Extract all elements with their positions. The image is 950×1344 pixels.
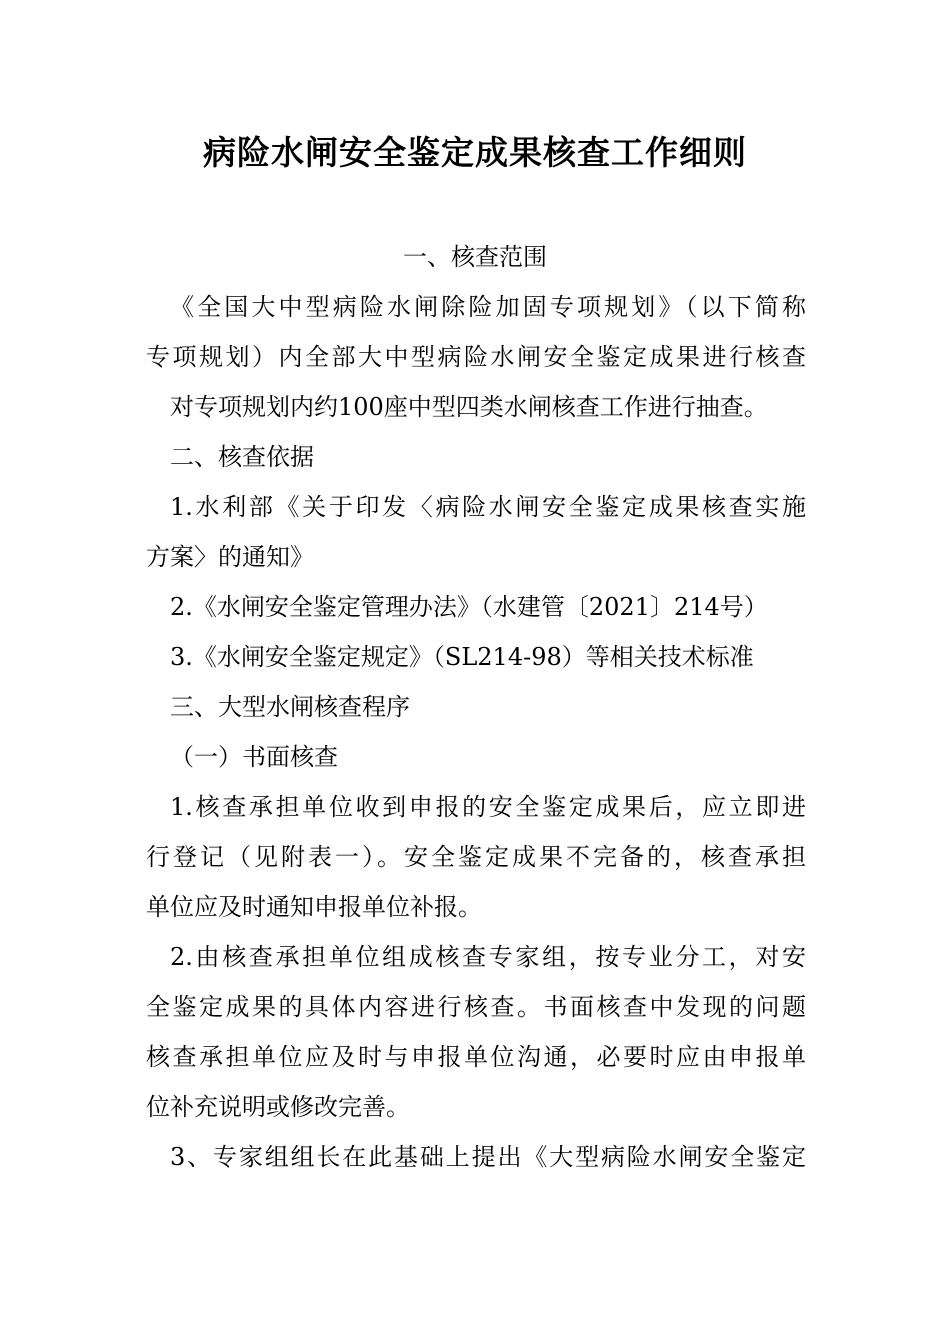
paragraph-line: 行登记（见附表一）。安全鉴定成果不完备的，核查承担 [146,843,806,871]
list-item: 1.水利部《关于印发〈病险水闸安全鉴定成果核查实施 [170,493,806,521]
paragraph-line: 《全国大中型病险水闸除险加固专项规划》（以下简称 [170,293,806,321]
list-item: 2.《水闸安全鉴定管理办法》（水建管〔2021〕214号） [170,593,768,621]
paragraph-line: 单位应及时通知申报单位补报。 [146,893,482,921]
paragraph-line: 核查承担单位应及时与申报单位沟通，必要时应由申报单 [146,1043,806,1071]
list-item-continuation: 方案〉的通知》 [146,543,314,571]
paragraph-line: 2.由核查承担单位组成核查专家组，按专业分工，对安 [170,943,806,971]
section-heading-scope: 一、核查范围 [403,243,547,271]
list-item: 3.《水闸安全鉴定规定》（SL214-98）等相关技术标准 [170,643,754,671]
paragraph-line: 全鉴定成果的具体内容进行核查。书面核查中发现的问题 [146,993,806,1021]
paragraph-line: 3、专家组组长在此基础上提出《大型病险水闸安全鉴定 [170,1143,806,1171]
paragraph-line: 1.核查承担单位收到申报的安全鉴定成果后，应立即进 [170,793,806,821]
paragraph-line: 专项规划）内全部大中型病险水闸安全鉴定成果进行核查 [146,343,806,371]
section-heading-procedure: 三、大型水闸核查程序 [170,693,410,721]
paragraph-line: 对专项规划内约100座中型四类水闸核查工作进行抽查。 [170,393,768,421]
section-heading-basis: 二、核查依据 [170,443,314,471]
subsection-heading: （一）书面核查 [170,743,338,771]
paragraph-line: 位补充说明或修改完善。 [146,1093,410,1121]
document-title: 病险水闸安全鉴定成果核查工作细则 [203,133,747,172]
